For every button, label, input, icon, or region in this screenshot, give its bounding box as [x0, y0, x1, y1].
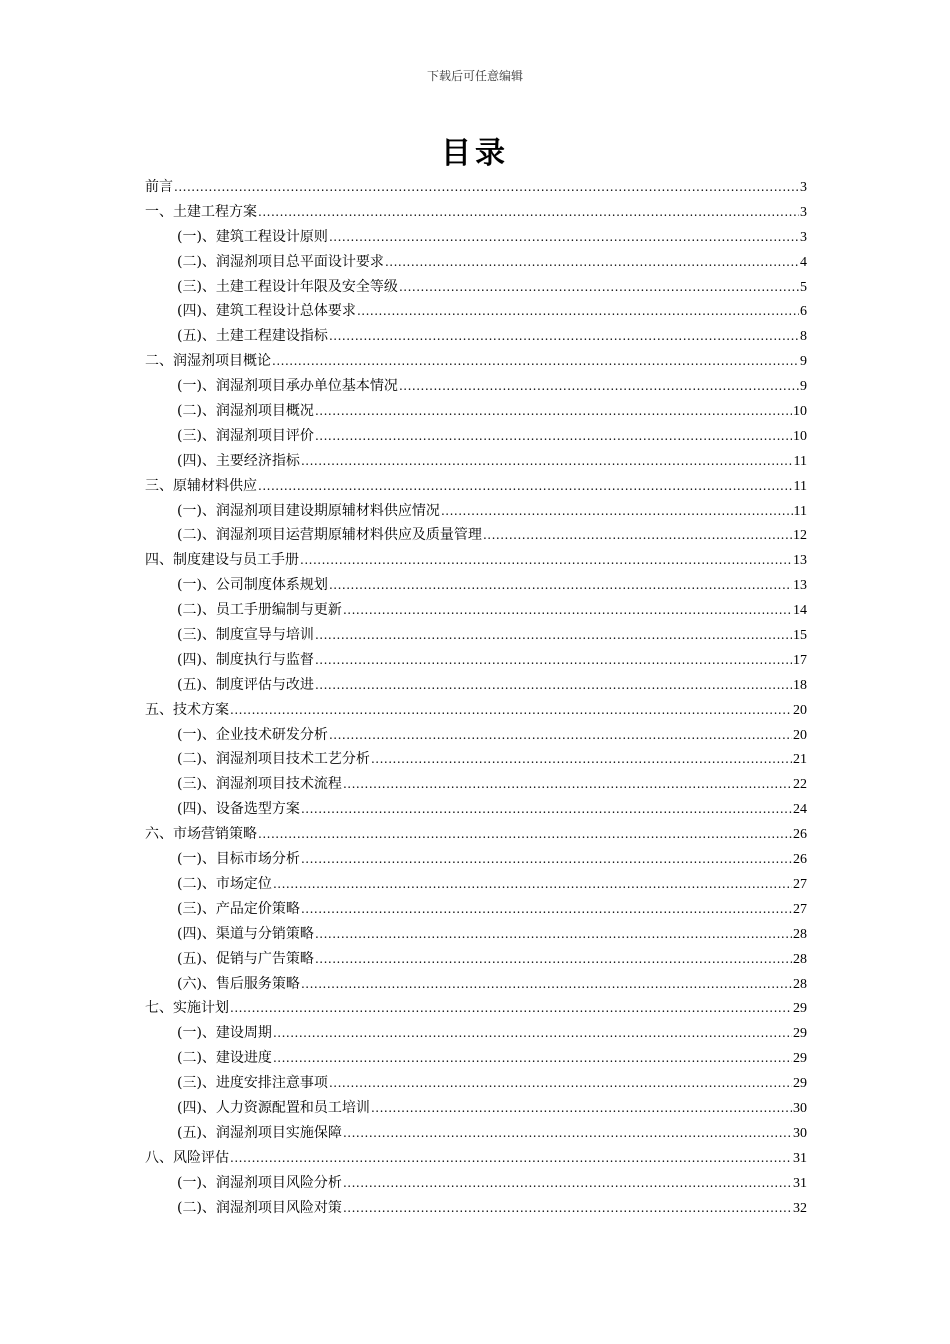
- toc-entry[interactable]: [145, 499, 807, 524]
- toc-entry-page: 30: [793, 1125, 807, 1141]
- toc-entry-page: 13: [793, 553, 807, 569]
- toc-entry-page: 29: [793, 1076, 807, 1092]
- toc-dot-leader: [343, 1171, 792, 1196]
- toc-dot-leader: [343, 772, 792, 797]
- toc-entry-label: (一)、企业技术研发分析: [177, 726, 328, 743]
- toc-dot-leader: [258, 474, 793, 499]
- toc-dot-leader: [343, 598, 792, 623]
- toc-entry-label: 五、技术方案: [145, 701, 229, 718]
- toc-entry-page: 26: [793, 827, 807, 843]
- toc-dot-leader: [301, 449, 793, 474]
- toc-entry-page: 10: [793, 428, 807, 444]
- toc-entry[interactable]: [145, 175, 807, 200]
- toc-entry-label: 一、土建工程方案: [145, 203, 257, 220]
- toc-entry[interactable]: [145, 523, 807, 548]
- toc-entry-page: 14: [793, 603, 807, 619]
- toc-dot-leader: [371, 1096, 792, 1121]
- toc-dot-leader: [258, 200, 799, 225]
- toc-entry[interactable]: [145, 275, 807, 300]
- toc-entry-label: 八、风险评估: [145, 1149, 229, 1166]
- toc-dot-leader: [300, 548, 792, 573]
- toc-entry-page: 6: [800, 304, 807, 320]
- toc-entry[interactable]: [145, 548, 807, 573]
- toc-dot-leader: [329, 1071, 792, 1096]
- toc-dot-leader: [329, 573, 792, 598]
- toc-entry-label: (一)、润湿剂项目承办单位基本情况: [177, 378, 398, 395]
- toc-entry-label: 七、实施计划: [145, 1000, 229, 1017]
- toc-entry-label: (一)、公司制度体系规划: [177, 577, 328, 594]
- toc-dot-leader: [174, 175, 799, 200]
- toc-entry-label: (三)、制度宣导与培训: [177, 627, 314, 644]
- toc-entry-label: (三)、产品定价策略: [177, 900, 300, 917]
- toc-entry-page: 30: [793, 1100, 807, 1116]
- toc-entry-label: (五)、制度评估与改进: [177, 676, 314, 693]
- toc-entry-page: 29: [793, 1051, 807, 1067]
- toc-entry-label: (二)、员工手册编制与更新: [177, 602, 342, 619]
- toc-entry-label: (四)、渠道与分销策略: [177, 925, 314, 942]
- toc-entry[interactable]: [145, 1096, 807, 1121]
- toc-dot-leader: [230, 1146, 792, 1171]
- toc-entry[interactable]: [145, 1146, 807, 1171]
- toc-title: 目录: [441, 136, 509, 171]
- toc-entry[interactable]: [145, 723, 807, 748]
- toc-entry[interactable]: [145, 474, 807, 499]
- toc-entry-label: (二)、润湿剂项目技术工艺分析: [177, 751, 370, 768]
- toc-entry-page: 9: [800, 354, 807, 370]
- toc-dot-leader: [301, 847, 792, 872]
- toc-entry-label: (一)、目标市场分析: [177, 851, 300, 868]
- toc-dot-leader: [301, 972, 792, 997]
- toc-entry[interactable]: [145, 598, 807, 623]
- toc-entry-label: (四)、主要经济指标: [177, 452, 300, 469]
- toc-dot-leader: [230, 996, 792, 1021]
- toc-entry[interactable]: [145, 1046, 807, 1071]
- toc-dot-leader: [315, 673, 792, 698]
- toc-entry-page: 28: [793, 976, 807, 992]
- toc-entry-page: 10: [793, 404, 807, 420]
- toc-entry[interactable]: [145, 1071, 807, 1096]
- toc-entry[interactable]: [145, 897, 807, 922]
- toc-entry[interactable]: [145, 947, 807, 972]
- page-header: 下载后可任意编辑: [426, 69, 523, 83]
- toc-dot-leader: [329, 324, 799, 349]
- toc-dot-leader: [399, 374, 799, 399]
- toc-entry-page: 24: [793, 802, 807, 818]
- toc-dot-leader: [441, 499, 793, 524]
- toc-entry-page: 11: [793, 453, 807, 469]
- toc-entry-page: 8: [800, 329, 807, 345]
- toc-entry[interactable]: [145, 847, 807, 872]
- toc-dot-leader: [301, 797, 792, 822]
- toc-entry-label: (四)、设备选型方案: [177, 801, 300, 818]
- toc-entry-label: (三)、润湿剂项目评价: [177, 427, 314, 444]
- toc-entry-page: 28: [793, 926, 807, 942]
- toc-entry-label: (二)、市场定位: [177, 875, 272, 892]
- toc-entry-label: 前言: [145, 179, 173, 195]
- toc-entry-page: 21: [793, 752, 807, 768]
- toc-dot-leader: [315, 424, 792, 449]
- toc-entry-label: (五)、促销与广告策略: [177, 950, 314, 967]
- toc-dot-leader: [483, 523, 792, 548]
- toc-dot-leader: [315, 399, 792, 424]
- toc-dot-leader: [301, 897, 792, 922]
- toc-dot-leader: [357, 299, 799, 324]
- toc-entry-page: 9: [800, 379, 807, 395]
- toc-dot-leader: [329, 225, 799, 250]
- toc-entry-page: 3: [800, 229, 807, 245]
- toc-entry[interactable]: [145, 698, 807, 723]
- table-of-contents: [145, 175, 807, 1220]
- toc-entry-page: 11: [793, 478, 807, 494]
- toc-dot-leader: [371, 747, 792, 772]
- toc-entry-label: (一)、建筑工程设计原则: [177, 228, 328, 245]
- toc-entry-label: (四)、建筑工程设计总体要求: [177, 303, 356, 320]
- toc-entry-page: 5: [800, 279, 807, 295]
- toc-entry-page: 11: [793, 503, 807, 519]
- toc-entry-page: 18: [793, 677, 807, 693]
- toc-entry-page: 27: [793, 901, 807, 917]
- toc-dot-leader: [315, 623, 792, 648]
- toc-entry-page: 3: [800, 204, 807, 220]
- toc-entry[interactable]: [145, 772, 807, 797]
- toc-entry[interactable]: [145, 200, 807, 225]
- toc-entry-label: 二、润湿剂项目概论: [145, 353, 271, 370]
- toc-dot-leader: [315, 947, 792, 972]
- toc-dot-leader: [273, 1021, 792, 1046]
- toc-entry[interactable]: [145, 250, 807, 275]
- toc-entry[interactable]: [145, 648, 807, 673]
- toc-dot-leader: [273, 872, 792, 897]
- toc-entry[interactable]: [145, 922, 807, 947]
- toc-entry[interactable]: [145, 996, 807, 1021]
- toc-entry-label: (二)、建设进度: [177, 1050, 272, 1067]
- toc-dot-leader: [343, 1196, 792, 1221]
- toc-entry-label: (五)、润湿剂项目实施保障: [177, 1124, 342, 1141]
- toc-entry-page: 15: [793, 628, 807, 644]
- toc-entry-label: (四)、制度执行与监督: [177, 651, 314, 668]
- toc-entry-label: (三)、进度安排注意事项: [177, 1075, 328, 1092]
- toc-dot-leader: [272, 349, 799, 374]
- toc-entry-label: (三)、土建工程设计年限及安全等级: [177, 278, 398, 295]
- toc-entry[interactable]: [145, 349, 807, 374]
- toc-entry[interactable]: [145, 872, 807, 897]
- toc-entry-page: 20: [793, 702, 807, 718]
- toc-entry-label: 六、市场营销策略: [145, 826, 257, 843]
- toc-entry-page: 28: [793, 951, 807, 967]
- toc-entry[interactable]: [145, 299, 807, 324]
- toc-dot-leader: [385, 250, 799, 275]
- toc-dot-leader: [258, 822, 792, 847]
- toc-dot-leader: [329, 723, 792, 748]
- toc-entry[interactable]: [145, 623, 807, 648]
- toc-entry[interactable]: [145, 424, 807, 449]
- toc-dot-leader: [399, 275, 799, 300]
- toc-entry-page: 26: [793, 852, 807, 868]
- toc-entry-page: 32: [793, 1200, 807, 1216]
- toc-entry-page: 3: [800, 180, 807, 195]
- toc-entry[interactable]: [145, 822, 807, 847]
- toc-entry[interactable]: [145, 1196, 807, 1221]
- toc-entry[interactable]: [145, 374, 807, 399]
- toc-dot-leader: [315, 922, 792, 947]
- toc-entry-page: 31: [793, 1150, 807, 1166]
- toc-entry[interactable]: [145, 225, 807, 250]
- toc-dot-leader: [273, 1046, 792, 1071]
- toc-entry-page: 31: [793, 1175, 807, 1191]
- toc-entry[interactable]: [145, 449, 807, 474]
- toc-entry-page: 29: [793, 1026, 807, 1042]
- toc-entry-page: 4: [800, 254, 807, 270]
- toc-entry[interactable]: [145, 1171, 807, 1196]
- toc-entry-label: 四、制度建设与员工手册: [145, 552, 299, 569]
- toc-entry[interactable]: [145, 747, 807, 772]
- toc-entry[interactable]: [145, 399, 807, 424]
- toc-entry-label: (二)、润湿剂项目风险对策: [177, 1199, 342, 1216]
- toc-entry-label: (一)、润湿剂项目风险分析: [177, 1174, 342, 1191]
- toc-entry-page: 29: [793, 1001, 807, 1017]
- toc-entry[interactable]: [145, 1121, 807, 1146]
- toc-entry-page: 20: [793, 727, 807, 743]
- toc-entry[interactable]: [145, 797, 807, 822]
- toc-entry-label: (一)、建设周期: [177, 1025, 272, 1042]
- toc-entry[interactable]: [145, 573, 807, 598]
- toc-entry-label: (二)、润湿剂项目总平面设计要求: [177, 253, 384, 270]
- toc-entry-label: 三、原辅材料供应: [145, 477, 257, 494]
- toc-entry-page: 13: [793, 578, 807, 594]
- toc-entry-label: (一)、润湿剂项目建设期原辅材料供应情况: [177, 502, 440, 519]
- toc-entry-page: 12: [793, 528, 807, 544]
- toc-entry-label: (三)、润湿剂项目技术流程: [177, 776, 342, 793]
- toc-entry-label: (五)、土建工程建设指标: [177, 328, 328, 345]
- toc-entry[interactable]: [145, 324, 807, 349]
- toc-dot-leader: [315, 648, 792, 673]
- toc-entry-page: 27: [793, 876, 807, 892]
- toc-entry-label: (六)、售后服务策略: [177, 975, 300, 992]
- toc-entry-page: 22: [793, 777, 807, 793]
- toc-dot-leader: [343, 1121, 792, 1146]
- toc-entry[interactable]: [145, 1021, 807, 1046]
- toc-entry[interactable]: [145, 673, 807, 698]
- toc-entry-label: (四)、人力资源配置和员工培训: [177, 1099, 370, 1116]
- toc-dot-leader: [230, 698, 792, 723]
- toc-entry-label: (二)、润湿剂项目概况: [177, 403, 314, 420]
- toc-entry-page: 17: [793, 652, 807, 668]
- toc-entry[interactable]: [145, 972, 807, 997]
- toc-entry-label: (二)、润湿剂项目运营期原辅材料供应及质量管理: [177, 527, 482, 544]
